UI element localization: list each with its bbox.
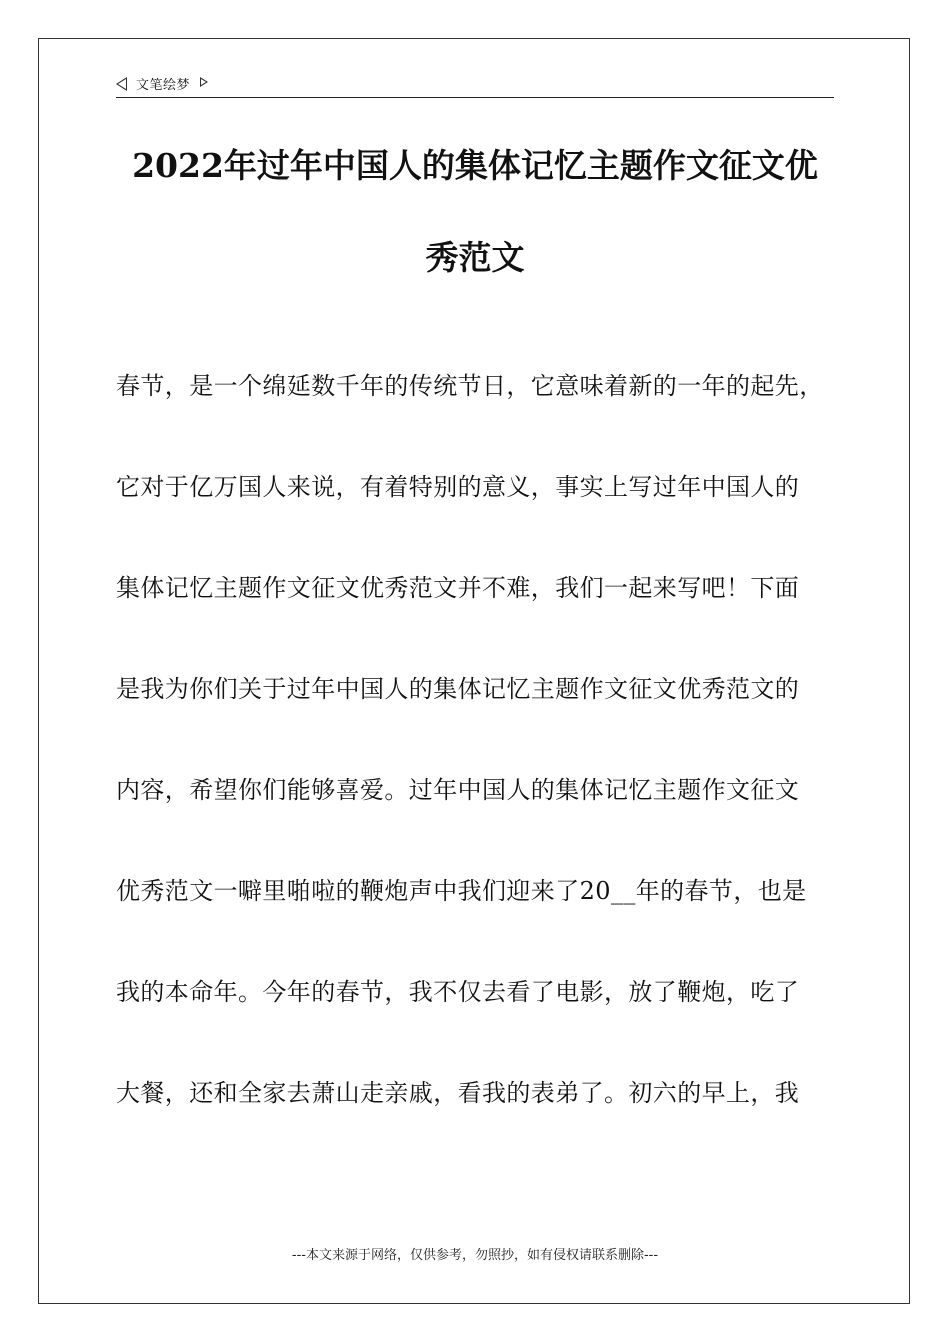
- body-line: 它对于亿万国人来说，有着特别的意义，事实上写过年中国人的: [116, 473, 800, 501]
- body-line: 我的本命年。今年的春节，我不仅去看了电影，放了鞭炮，吃了: [116, 978, 800, 1006]
- body-line: 内容，希望你们能够喜爱。过年中国人的集体记忆主题作文征文: [116, 776, 800, 804]
- page-footer: ---本文来源于网络，仅供参考，勿照抄，如有侵权请联系删除---: [291, 1248, 659, 1263]
- body-line: 集体记忆主题作文征文优秀范文并不难，我们一起来写吧！下面: [116, 574, 800, 602]
- body-line: 大餐，还和全家去萧山走亲戚，看我的表弟了。初六的早上，我: [116, 1079, 800, 1107]
- document-title: [110, 120, 840, 304]
- document-body: [116, 336, 852, 1144]
- title-line-2: 秀范文: [425, 238, 525, 277]
- body-line: 是我为你们关于过年中国人的集体记忆主题作文征文优秀范文的: [116, 675, 800, 703]
- triangle-right-icon: [200, 77, 208, 87]
- body-line: 优秀范文一噼里啪啦的鞭炮声中我们迎来了20__年的春节，也是: [116, 877, 807, 905]
- body-line: 春节，是一个绵延数千年的传统节日，它意味着新的一年的起先，: [116, 372, 824, 400]
- header-brand-text: 文笔绘梦: [136, 78, 191, 93]
- title-line-1: 2022年过年中国人的集体记忆主题作文征文优: [132, 146, 818, 185]
- triangle-left-icon: [116, 77, 127, 91]
- page-header: [116, 74, 834, 98]
